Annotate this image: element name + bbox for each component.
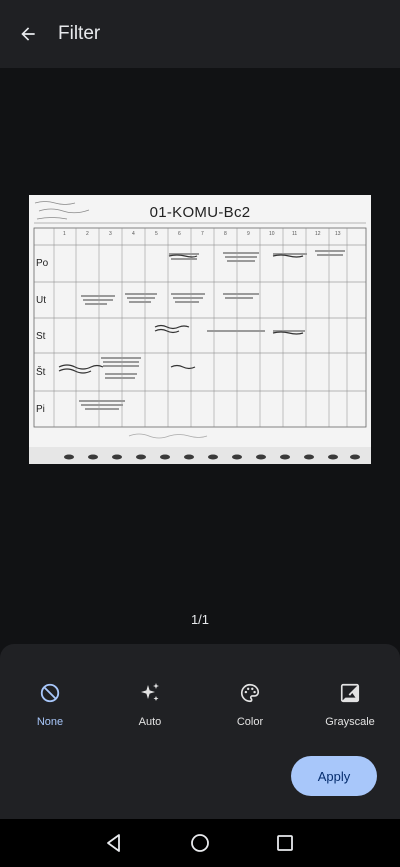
svg-text:12: 12 bbox=[315, 231, 321, 237]
svg-text:5: 5 bbox=[155, 231, 158, 237]
block-icon bbox=[37, 680, 63, 706]
system-nav-bar bbox=[0, 819, 400, 867]
svg-text:1: 1 bbox=[63, 231, 66, 237]
svg-text:8: 8 bbox=[224, 231, 227, 237]
day-label-stv: Št bbox=[36, 367, 46, 378]
svg-text:10: 10 bbox=[269, 231, 275, 237]
filter-auto[interactable] bbox=[105, 680, 195, 728]
svg-text:2: 2 bbox=[86, 231, 89, 237]
svg-text:9: 9 bbox=[247, 231, 250, 237]
filter-none-label: None bbox=[36, 716, 64, 728]
filter-options bbox=[0, 680, 400, 730]
svg-text:13: 13 bbox=[335, 231, 341, 237]
svg-text:7: 7 bbox=[201, 231, 204, 237]
filter-grayscale-label: Grayscale bbox=[325, 716, 375, 728]
svg-text:4: 4 bbox=[132, 231, 135, 237]
day-label-po: Po bbox=[36, 258, 49, 269]
top-app-bar bbox=[0, 0, 400, 68]
apply-button[interactable]: Apply bbox=[291, 756, 377, 796]
page-indicator: 1/1 bbox=[190, 612, 210, 627]
filter-color[interactable] bbox=[205, 680, 295, 728]
filter-sheet bbox=[0, 644, 400, 819]
svg-text:6: 6 bbox=[178, 231, 181, 237]
nav-recents-icon[interactable] bbox=[275, 833, 295, 853]
page-title: Filter bbox=[58, 23, 101, 44]
day-label-pi: Pi bbox=[36, 404, 45, 415]
sparkle-icon bbox=[137, 680, 163, 706]
arrow-back-icon bbox=[18, 24, 38, 44]
day-label-ut: Ut bbox=[36, 295, 46, 306]
svg-text:11: 11 bbox=[292, 231, 298, 237]
filter-color-label: Color bbox=[236, 716, 264, 728]
palette-icon bbox=[237, 680, 263, 706]
filter-auto-label: Auto bbox=[138, 716, 162, 728]
image-bw-icon bbox=[337, 680, 363, 706]
svg-text:3: 3 bbox=[109, 231, 112, 237]
filter-grayscale[interactable] bbox=[305, 680, 395, 728]
filter-none[interactable] bbox=[5, 680, 95, 728]
document-scan-image bbox=[29, 195, 371, 464]
nav-back-icon[interactable] bbox=[104, 833, 124, 853]
nav-home-icon[interactable] bbox=[190, 833, 210, 853]
document-preview[interactable] bbox=[29, 195, 371, 464]
day-label-st: St bbox=[36, 331, 46, 342]
document-heading: 01-KOMU-Bc2 bbox=[149, 204, 251, 221]
back-button[interactable] bbox=[0, 0, 56, 68]
